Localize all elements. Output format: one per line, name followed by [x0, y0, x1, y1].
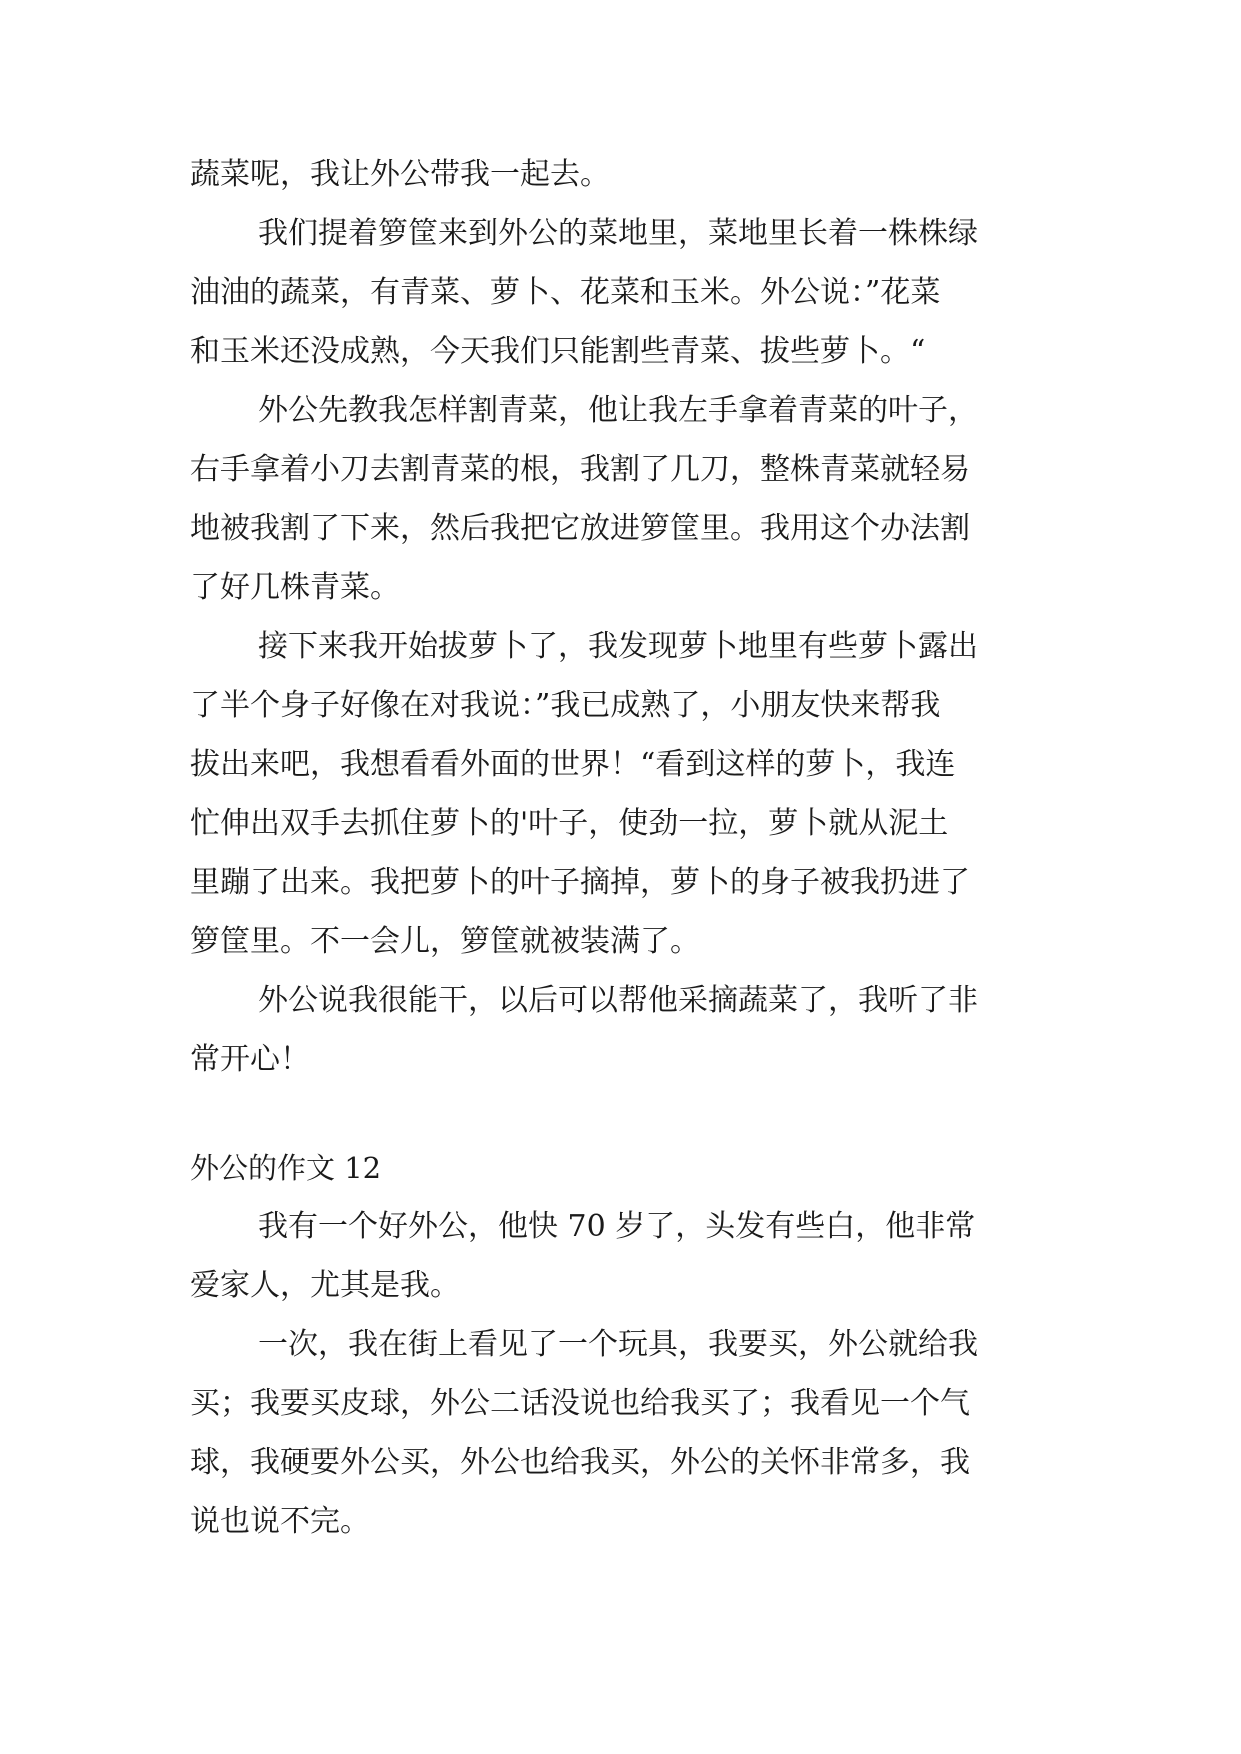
section-heading: 外公的作文 12	[190, 1151, 382, 1185]
text-line: 了半个身子好像在对我说：”我已成熟了，小朋友快来帮我	[190, 688, 941, 723]
text-line: 了好几株青菜。	[190, 570, 400, 605]
text-line: 忙伸出双手去抓住萝卜的'叶子，使劲一拉，萝卜就从泥土	[190, 806, 949, 841]
text-line: 油油的蔬菜，有青菜、萝卜、花菜和玉米。外公说：”花菜	[190, 275, 941, 310]
text-line: 蔬菜呢，我让外公带我一起去。	[190, 157, 610, 192]
paragraph-start-line: 外公先教我怎样割青菜，他让我左手拿着青菜的叶子，	[258, 393, 978, 428]
text-line: 箩筐里。不一会儿，箩筐就被装满了。	[190, 924, 700, 959]
text-line: 右手拿着小刀去割青菜的根，我割了几刀，整株青菜就轻易	[190, 452, 970, 487]
paragraph-start-line: 我有一个好外公，他快 70 岁了，头发有些白，他非常	[258, 1209, 976, 1244]
text-line: 地被我割了下来，然后我把它放进箩筐里。我用这个办法割	[190, 511, 970, 546]
text-line: 常开心！	[190, 1042, 310, 1077]
text-line: 说也说不完。	[190, 1504, 370, 1539]
paragraph-start-line: 一次，我在街上看见了一个玩具，我要买，外公就给我	[258, 1327, 978, 1362]
text-line: 和玉米还没成熟，今天我们只能割些青菜、拔些萝卜。“	[190, 334, 926, 369]
paragraph-start-line: 接下来我开始拔萝卜了，我发现萝卜地里有些萝卜露出	[258, 629, 978, 664]
text-line: 拔出来吧，我想看看外面的世界！“看到这样的萝卜，我连	[190, 747, 956, 782]
paragraph-start-line: 外公说我很能干，以后可以帮他采摘蔬菜了，我听了非	[258, 983, 978, 1018]
text-line: 里蹦了出来。我把萝卜的叶子摘掉，萝卜的身子被我扔进了	[190, 865, 970, 900]
text-line: 爱家人，尤其是我。	[190, 1268, 460, 1303]
paragraph-start-line: 我们提着箩筐来到外公的菜地里，菜地里长着一株株绿	[258, 216, 978, 251]
text-line: 球，我硬要外公买，外公也给我买，外公的关怀非常多，我	[190, 1445, 970, 1480]
text-line: 买；我要买皮球，外公二话没说也给我买了；我看见一个气	[190, 1386, 970, 1421]
